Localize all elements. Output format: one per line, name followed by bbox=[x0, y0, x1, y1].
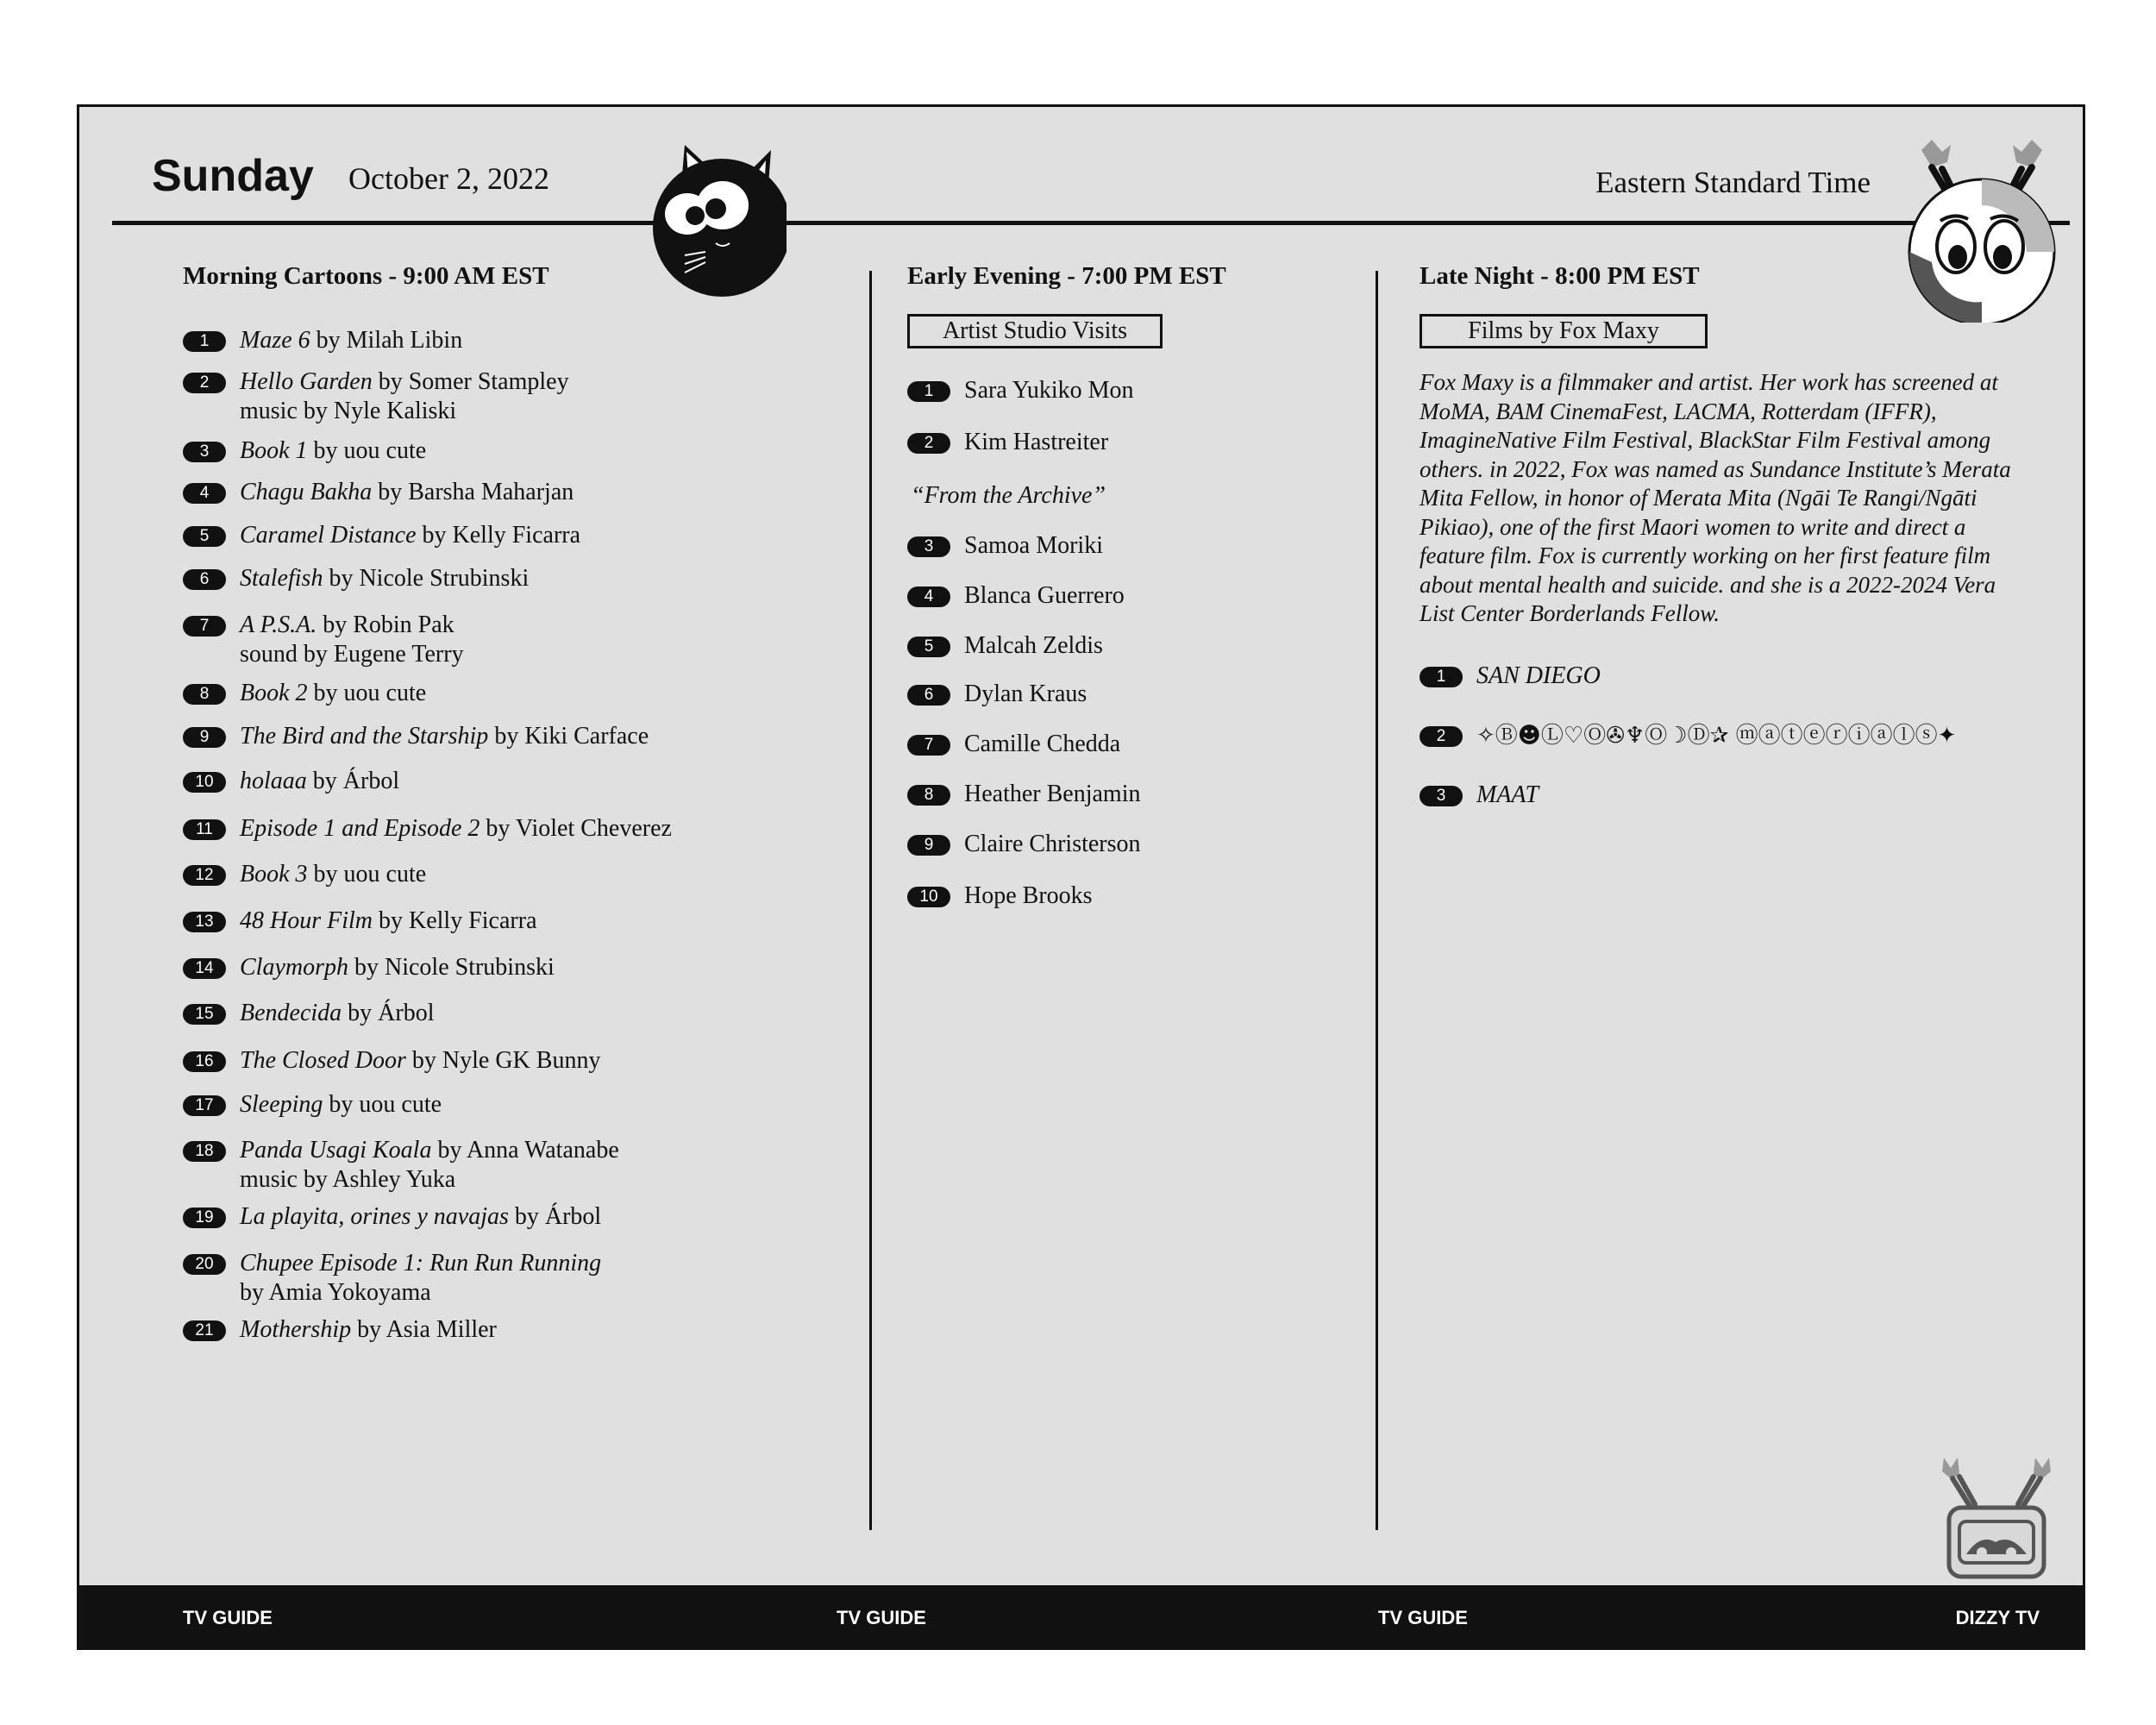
artist-bio: Fox Maxy is a filmmaker and artist. Her work has screened at MoMA, BAM CinemaFest, LACMA, Rotterdam (IFFR), ImagineNative Film Festival, BlackStar Film Festival among others. in 2022, Fox was named as Sundance Institute’s Merata Mita Fellow, in honor of Merata Mita (Ngāi Te Rangi/Ngāti Pikiao), one of the first Maori women to write and direct a feature film. Fox is currently working on her first feature film about mental health and suicide. and she is a 2022-2024 Vera List Center Borderlands Fellow. bbox=[1420, 369, 2011, 626]
studio-visits-label: Artist Studio Visits bbox=[907, 314, 1163, 348]
date-label: October 2, 2022 bbox=[348, 161, 549, 196]
footer-label: TV GUIDE bbox=[837, 1607, 926, 1628]
footer-label: TV GUIDE bbox=[1378, 1607, 1468, 1628]
late-night-heading: Late Night - 8:00 PM EST bbox=[1420, 262, 1700, 290]
tv-guide-page: Sunday October 2, 2022 Eastern Standard Time Morning Cartoons - 9:00 AM EST 1 Maze 6 by Milah Libin 2 Hello Garden by Somer Stampley music by Nyle Kaliski 3 Book 1 by uou cute 4 Chagu Bakha by Barsha Maharjan 5 Caramel Distance by Kelly Ficarra 6 Stalefish by Nicole Strubinski 7 A P.S.A. by Robin Pak sound by Eugene Terry 8 Book 2 by uou cute 9 The Bird and the Starship by Kiki Carface 10 holaaa by Árbol 11 Episode 1 and Episode 2 by Violet Cheverez 12 Book 3 by uou cute 13 48 Hour Film by Kelly Ficarra 14 Claymorph by Nicole Strubinski 15 Bendecida by Árbol 16 The Closed Door by Nyle GK Bunny 17 Sleeping by uou cute 18 Panda Usagi Koala by Anna Watanabe music by Ashley Yuka 19 La playita, orines y navajas by Árbol 20 Chupee Episode 1: Run Run Running by Amia Yokoyama 21 Mothership by Asia Miller Early Evening - 7:00 PM EST Artist Studio Visits 1 Sara Yukiko Mon 2 Kim Hastreiter 3 Samoa Moriki 4 Blanca Guerrero 5 Malcah Zeldis 6 Dylan Kraus 7 Camille Chedda 8 Heather Benjamin 9 Claire Christerson 10 Hope Brooks “From the Archive” Late Night - 8:00 PM EST Films by Fox Maxy Fox Maxy is a filmmaker and artist. Her work has screened at MoMA, BAM CinemaFest, LACMA, Rotterdam (IFFR), ImagineNative Film Festival, BlackStar Film Festival among others. in 2022, Fox was named as Sundance Institute’s Merata Mita Fellow, in honor of Merata Mita (Ngāi Te Rangi/Ngāti Pikiao), one of the first Maori women to write and direct a feature film. Fox is currently working on her first feature film about mental health and suicide. and she is a 2022-2024 Vera List Center Borderlands Fellow. 1 SAN DIEGO 2 ✧Ⓑ☻Ⓛ♡Ⓞ✇♆Ⓞ☽Ⓓ✰ ⓜⓐⓣⓔⓡⓘⓐⓛⓢ✦ 3 MAAT TV GUIDE TV GUIDE TV GUIDE DIZZY TV bbox=[77, 104, 2085, 1650]
column-divider bbox=[869, 271, 872, 1530]
tv-logo-icon bbox=[1932, 1452, 2061, 1586]
day-title: Sunday bbox=[152, 151, 314, 201]
timezone-label: Eastern Standard Time bbox=[1595, 166, 1871, 199]
googly-eyes-mascot-icon bbox=[1897, 133, 2066, 323]
archive-label: “From the Archive” bbox=[911, 482, 1106, 509]
morning-heading: Morning Cartoons - 9:00 AM EST bbox=[183, 262, 549, 290]
header-rule bbox=[112, 221, 2070, 225]
cat-mascot-icon bbox=[614, 126, 787, 298]
evening-heading: Early Evening - 7:00 PM EST bbox=[907, 262, 1226, 290]
column-divider bbox=[1376, 271, 1378, 1530]
footer-bar bbox=[79, 1585, 2083, 1647]
fox-maxy-films-label: Films by Fox Maxy bbox=[1420, 314, 1708, 348]
footer-label: TV GUIDE bbox=[183, 1607, 273, 1628]
footer-brand: DIZZY TV bbox=[1955, 1607, 2040, 1628]
